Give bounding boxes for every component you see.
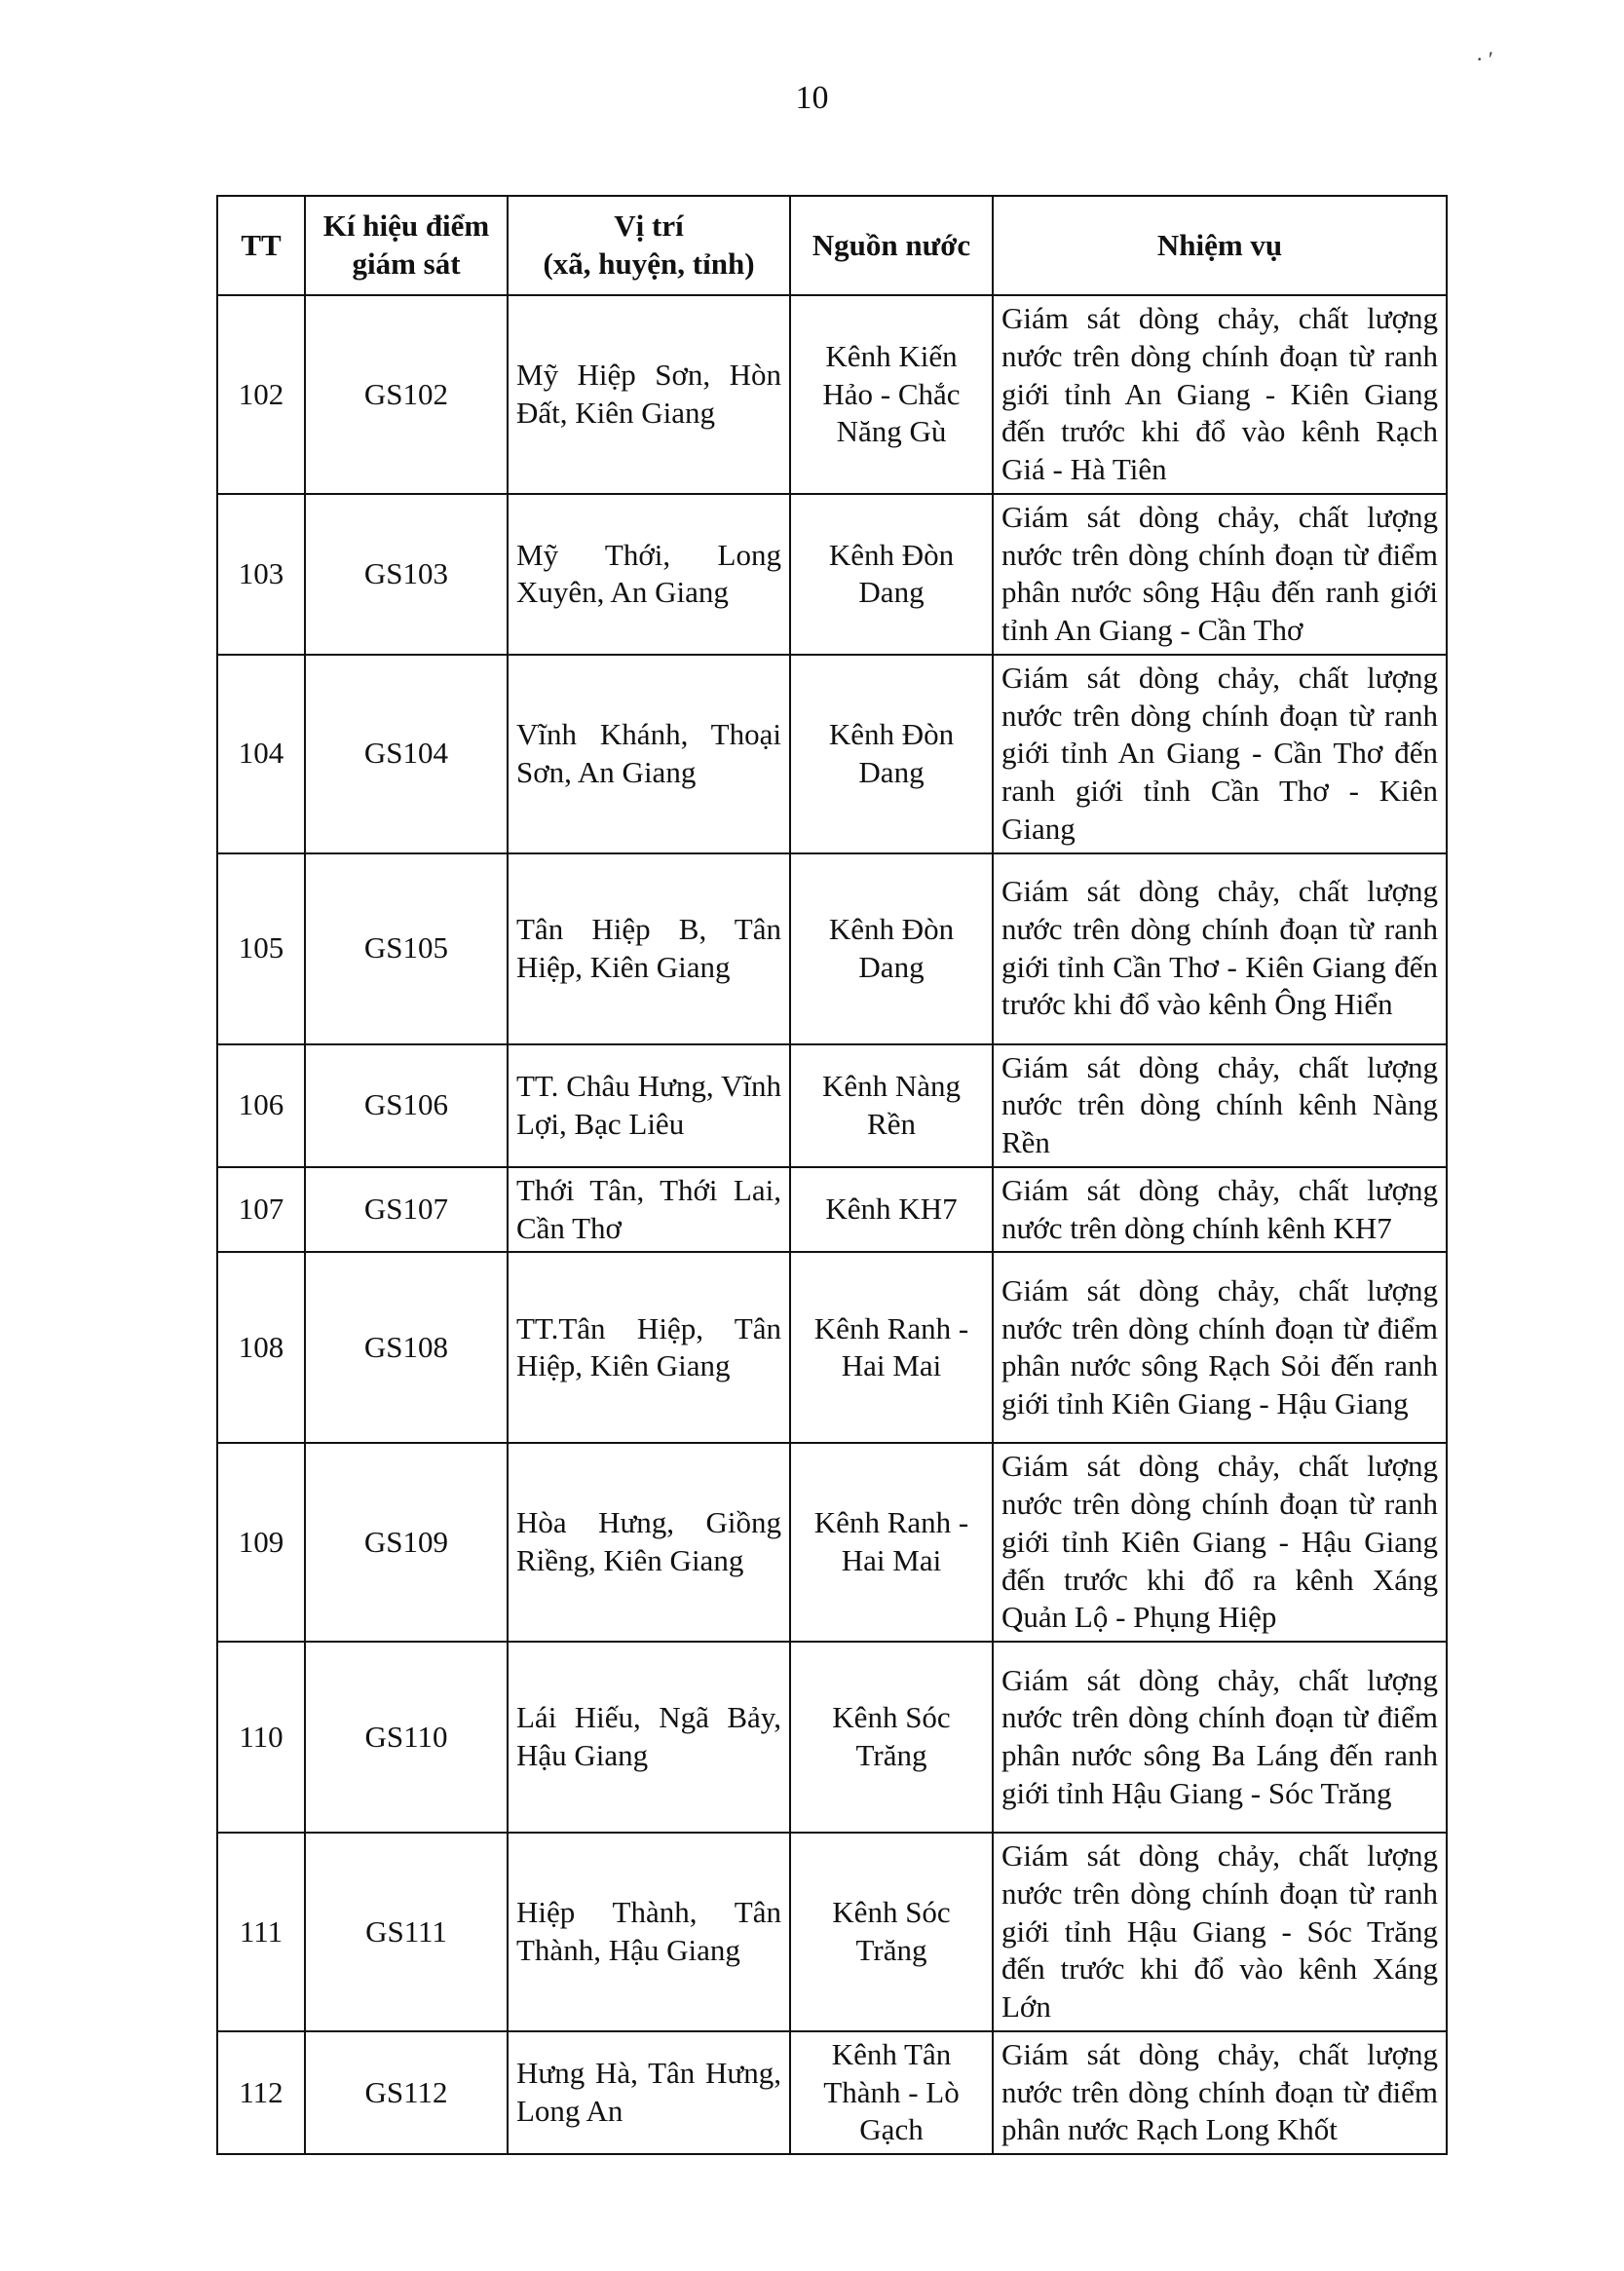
table-row [217,1443,1447,1642]
row-tt: 110 [217,1642,305,1833]
monitoring-points-table [216,195,1448,2155]
row-code: GS103 [305,494,508,655]
header-tt: TT [217,196,305,295]
table-row [217,494,1447,655]
table-row [217,1044,1447,1167]
row-location: Mỹ Hiệp Sơn, Hòn Đất, Kiên Giang [508,295,790,494]
row-code: GS105 [305,853,508,1044]
page-number: 10 [795,80,829,116]
header-location-title: Vị trí [614,208,684,244]
row-tt: 108 [217,1252,305,1443]
table-header-row [217,196,1447,295]
row-location: TT.Tân Hiệp, Tân Hiệp, Kiên Giang [508,1252,790,1443]
table-row [217,295,1447,494]
row-tt: 106 [217,1044,305,1167]
table-row [217,1642,1447,1833]
row-task: Giám sát dòng chảy, chất lượng nước trên dòng chính đoạn từ điểm phân nước sông Ba Láng đến ranh giới tỉnh Hậu Giang - Sóc Trăng [993,1642,1447,1833]
header-location [508,196,790,295]
row-location: Lái Hiếu, Ngã Bảy, Hậu Giang [508,1642,790,1833]
table-row [217,1167,1447,1253]
row-task: Giám sát dòng chảy, chất lượng nước trên dòng chính đoạn từ điểm phân nước sông Rạch Sỏi đến ranh giới tỉnh Kiên Giang - Hậu Giang [993,1252,1447,1443]
row-task: Giám sát dòng chảy, chất lượng nước trên dòng chính kênh KH7 [993,1167,1447,1253]
row-code: GS102 [305,295,508,494]
row-location: Hưng Hà, Tân Hưng, Long An [508,2031,790,2154]
row-tt: 104 [217,655,305,853]
row-tt: 109 [217,1443,305,1642]
row-code: GS108 [305,1252,508,1443]
table-row [217,1252,1447,1443]
row-code: GS109 [305,1443,508,1642]
row-task: Giám sát dòng chảy, chất lượng nước trên dòng chính đoạn từ ranh giới tỉnh An Giang - Kiên Giang đến trước khi đổ vào kênh Rạch Giá - Hà Tiên [993,295,1447,494]
row-code: GS112 [305,2031,508,2154]
row-task: Giám sát dòng chảy, chất lượng nước trên dòng chính đoạn từ ranh giới tỉnh Cần Thơ - Kiên Giang đến trước khi đổ vào kênh Ông Hiển [993,853,1447,1044]
row-tt: 112 [217,2031,305,2154]
row-source: Kênh Sóc Trăng [790,1642,993,1833]
row-task: Giám sát dòng chảy, chất lượng nước trên dòng chính đoạn từ điểm phân nước Rạch Long Khốt [993,2031,1447,2154]
row-task: Giám sát dòng chảy, chất lượng nước trên dòng chính đoạn từ ranh giới tỉnh An Giang - Cần Thơ đến ranh giới tỉnh Cần Thơ - Kiên Giang [993,655,1447,853]
row-location: Thới Tân, Thới Lai, Cần Thơ [508,1167,790,1253]
row-code: GS111 [305,1833,508,2031]
row-source: Kênh Đòn Dang [790,853,993,1044]
row-code: GS104 [305,655,508,853]
row-source: Kênh Ranh - Hai Mai [790,1252,993,1443]
row-code: GS107 [305,1167,508,1253]
row-source: Kênh Ranh - Hai Mai [790,1443,993,1642]
row-source: Kênh Đòn Dang [790,494,993,655]
row-source: Kênh Tân Thành - Lò Gạch [790,2031,993,2154]
row-tt: 111 [217,1833,305,2031]
row-location: Tân Hiệp B, Tân Hiệp, Kiên Giang [508,853,790,1044]
row-location: Mỹ Thới, Long Xuyên, An Giang [508,494,790,655]
row-location: TT. Châu Hưng, Vĩnh Lợi, Bạc Liêu [508,1044,790,1167]
row-source: Kênh KH7 [790,1167,993,1253]
table-row [217,1833,1447,2031]
row-location: Vĩnh Khánh, Thoại Sơn, An Giang [508,655,790,853]
row-tt: 103 [217,494,305,655]
header-source: Nguồn nước [790,196,993,295]
row-task: Giám sát dòng chảy, chất lượng nước trên dòng chính đoạn từ ranh giới tỉnh Kiên Giang - Hậu Giang đến trước khi đổ ra kênh Xáng Quản Lộ - Phụng Hiệp [993,1443,1447,1642]
table-row [217,2031,1447,2154]
row-task: Giám sát dòng chảy, chất lượng nước trên dòng chính đoạn từ ranh giới tỉnh Hậu Giang - Sóc Trăng đến trước khi đổ vào kênh Xáng Lớn [993,1833,1447,2031]
row-source: Kênh Nàng Rền [790,1044,993,1167]
header-code: Kí hiệu điểm giám sát [305,196,508,295]
row-tt: 107 [217,1167,305,1253]
row-location: Hòa Hưng, Giồng Riềng, Kiên Giang [508,1443,790,1642]
table-row [217,853,1447,1044]
row-location: Hiệp Thành, Tân Thành, Hậu Giang [508,1833,790,2031]
row-task: Giám sát dòng chảy, chất lượng nước trên dòng chính đoạn từ điểm phân nước sông Hậu đến ranh giới tỉnh An Giang - Cần Thơ [993,494,1447,655]
row-source: Kênh Sóc Trăng [790,1833,993,2031]
table-row [217,655,1447,853]
row-code: GS110 [305,1642,508,1833]
row-tt: 102 [217,295,305,494]
row-code: GS106 [305,1044,508,1167]
header-task: Nhiệm vụ [993,196,1447,295]
header-location-subtitle: (xã, huyện, tỉnh) [543,246,755,281]
row-source: Kênh Kiến Hảo - Chắc Năng Gù [790,295,993,494]
row-source: Kênh Đòn Dang [790,655,993,853]
scan-specks: · ′ [1476,47,1493,71]
row-tt: 105 [217,853,305,1044]
row-task: Giám sát dòng chảy, chất lượng nước trên dòng chính kênh Nàng Rền [993,1044,1447,1167]
